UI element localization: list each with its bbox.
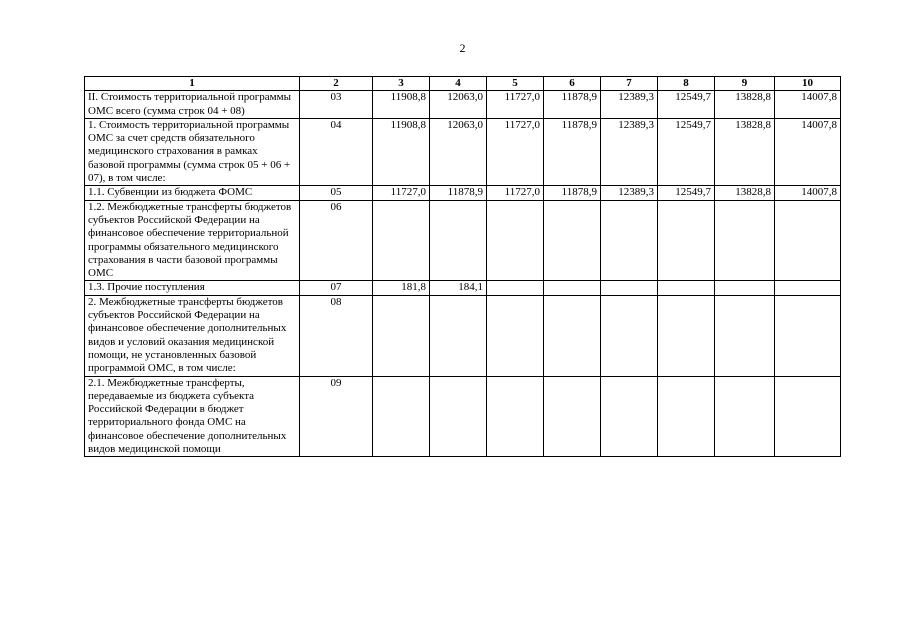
value-cell bbox=[658, 376, 715, 457]
row-code: 03 bbox=[300, 91, 373, 119]
row-label: 1.2. Межбюджетные трансферты бюджетов субъектов Российской Федерации на финансовое обеспечение территориальной программы обязательного медицинского страхования в части базовой программы ОМС bbox=[85, 200, 300, 281]
value-cell: 14007,8 bbox=[775, 186, 841, 200]
row-code: 05 bbox=[300, 186, 373, 200]
value-cell: 11727,0 bbox=[487, 186, 544, 200]
value-cell bbox=[715, 295, 775, 376]
value-cell: 11878,9 bbox=[544, 186, 601, 200]
row-label: 1. Стоимость территориальной программы ОМС за счет средств обязательного медицинского страхования в рамках базовой программы (сумма строк 05 + 06 + 07), в том числе: bbox=[85, 118, 300, 185]
value-cell: 11878,9 bbox=[544, 118, 601, 185]
table-row bbox=[85, 186, 841, 200]
row-label: 1.1. Субвенции из бюджета ФОМС bbox=[85, 186, 300, 200]
value-cell: 12063,0 bbox=[430, 118, 487, 185]
value-cell bbox=[544, 376, 601, 457]
value-cell: 13828,8 bbox=[715, 118, 775, 185]
value-cell: 11878,9 bbox=[544, 91, 601, 119]
value-cell: 11878,9 bbox=[430, 186, 487, 200]
value-cell bbox=[601, 295, 658, 376]
value-cell: 12549,7 bbox=[658, 91, 715, 119]
table-row bbox=[85, 295, 841, 376]
value-cell: 11727,0 bbox=[373, 186, 430, 200]
value-cell bbox=[601, 376, 658, 457]
value-cell: 12063,0 bbox=[430, 91, 487, 119]
value-cell: 12549,7 bbox=[658, 186, 715, 200]
value-cell bbox=[775, 281, 841, 295]
value-cell: 12389,3 bbox=[601, 91, 658, 119]
value-cell bbox=[658, 295, 715, 376]
row-code: 08 bbox=[300, 295, 373, 376]
column-header: 3 bbox=[373, 77, 430, 91]
value-cell bbox=[373, 200, 430, 281]
value-cell bbox=[715, 281, 775, 295]
value-cell bbox=[775, 200, 841, 281]
row-label: 1.3. Прочие поступления bbox=[85, 281, 300, 295]
table-row bbox=[85, 376, 841, 457]
value-cell bbox=[658, 200, 715, 281]
value-cell bbox=[487, 281, 544, 295]
column-header: 6 bbox=[544, 77, 601, 91]
value-cell: 11727,0 bbox=[487, 118, 544, 185]
value-cell: 13828,8 bbox=[715, 91, 775, 119]
value-cell bbox=[373, 295, 430, 376]
value-cell bbox=[544, 200, 601, 281]
value-cell: 12549,7 bbox=[658, 118, 715, 185]
value-cell: 12389,3 bbox=[601, 118, 658, 185]
value-cell: 11727,0 bbox=[487, 91, 544, 119]
row-label: 2.1. Межбюджетные трансферты, передаваемые из бюджета субъекта Российской Федерации в бюджет территориального фонда ОМС на финансовое обеспечение дополнительных видов медицинской помощи bbox=[85, 376, 300, 457]
row-code: 07 bbox=[300, 281, 373, 295]
value-cell: 11908,8 bbox=[373, 91, 430, 119]
value-cell bbox=[544, 281, 601, 295]
value-cell: 14007,8 bbox=[775, 91, 841, 119]
column-header: 8 bbox=[658, 77, 715, 91]
value-cell bbox=[775, 295, 841, 376]
column-header: 7 bbox=[601, 77, 658, 91]
column-header: 2 bbox=[300, 77, 373, 91]
value-cell: 184,1 bbox=[430, 281, 487, 295]
column-header: 4 bbox=[430, 77, 487, 91]
value-cell bbox=[487, 376, 544, 457]
table-row bbox=[85, 281, 841, 295]
value-cell bbox=[601, 200, 658, 281]
finance-table bbox=[84, 76, 841, 457]
value-cell bbox=[601, 281, 658, 295]
value-cell bbox=[430, 295, 487, 376]
value-cell: 12389,3 bbox=[601, 186, 658, 200]
value-cell bbox=[373, 376, 430, 457]
value-cell: 14007,8 bbox=[775, 118, 841, 185]
column-header: 9 bbox=[715, 77, 775, 91]
header-row bbox=[85, 77, 841, 91]
value-cell bbox=[715, 376, 775, 457]
table-row bbox=[85, 200, 841, 281]
value-cell: 11908,8 bbox=[373, 118, 430, 185]
value-cell bbox=[430, 376, 487, 457]
column-header: 1 bbox=[85, 77, 300, 91]
value-cell bbox=[487, 295, 544, 376]
table-row bbox=[85, 91, 841, 119]
value-cell bbox=[715, 200, 775, 281]
value-cell bbox=[430, 200, 487, 281]
column-header: 10 bbox=[775, 77, 841, 91]
value-cell bbox=[658, 281, 715, 295]
row-code: 04 bbox=[300, 118, 373, 185]
value-cell bbox=[775, 376, 841, 457]
value-cell: 181,8 bbox=[373, 281, 430, 295]
table-row bbox=[85, 118, 841, 185]
column-header: 5 bbox=[487, 77, 544, 91]
value-cell: 13828,8 bbox=[715, 186, 775, 200]
row-code: 09 bbox=[300, 376, 373, 457]
value-cell bbox=[544, 295, 601, 376]
row-label: II. Стоимость территориальной программы ОМС всего (сумма строк 04 + 08) bbox=[85, 91, 300, 119]
page-number: 2 bbox=[459, 41, 466, 55]
row-label: 2. Межбюджетные трансферты бюджетов субъектов Российской Федерации на финансовое обеспечение дополнительных видов и условий оказания медицинской помощи, не установленных базовой программой ОМС, в том числе: bbox=[85, 295, 300, 376]
value-cell bbox=[487, 200, 544, 281]
row-code: 06 bbox=[300, 200, 373, 281]
